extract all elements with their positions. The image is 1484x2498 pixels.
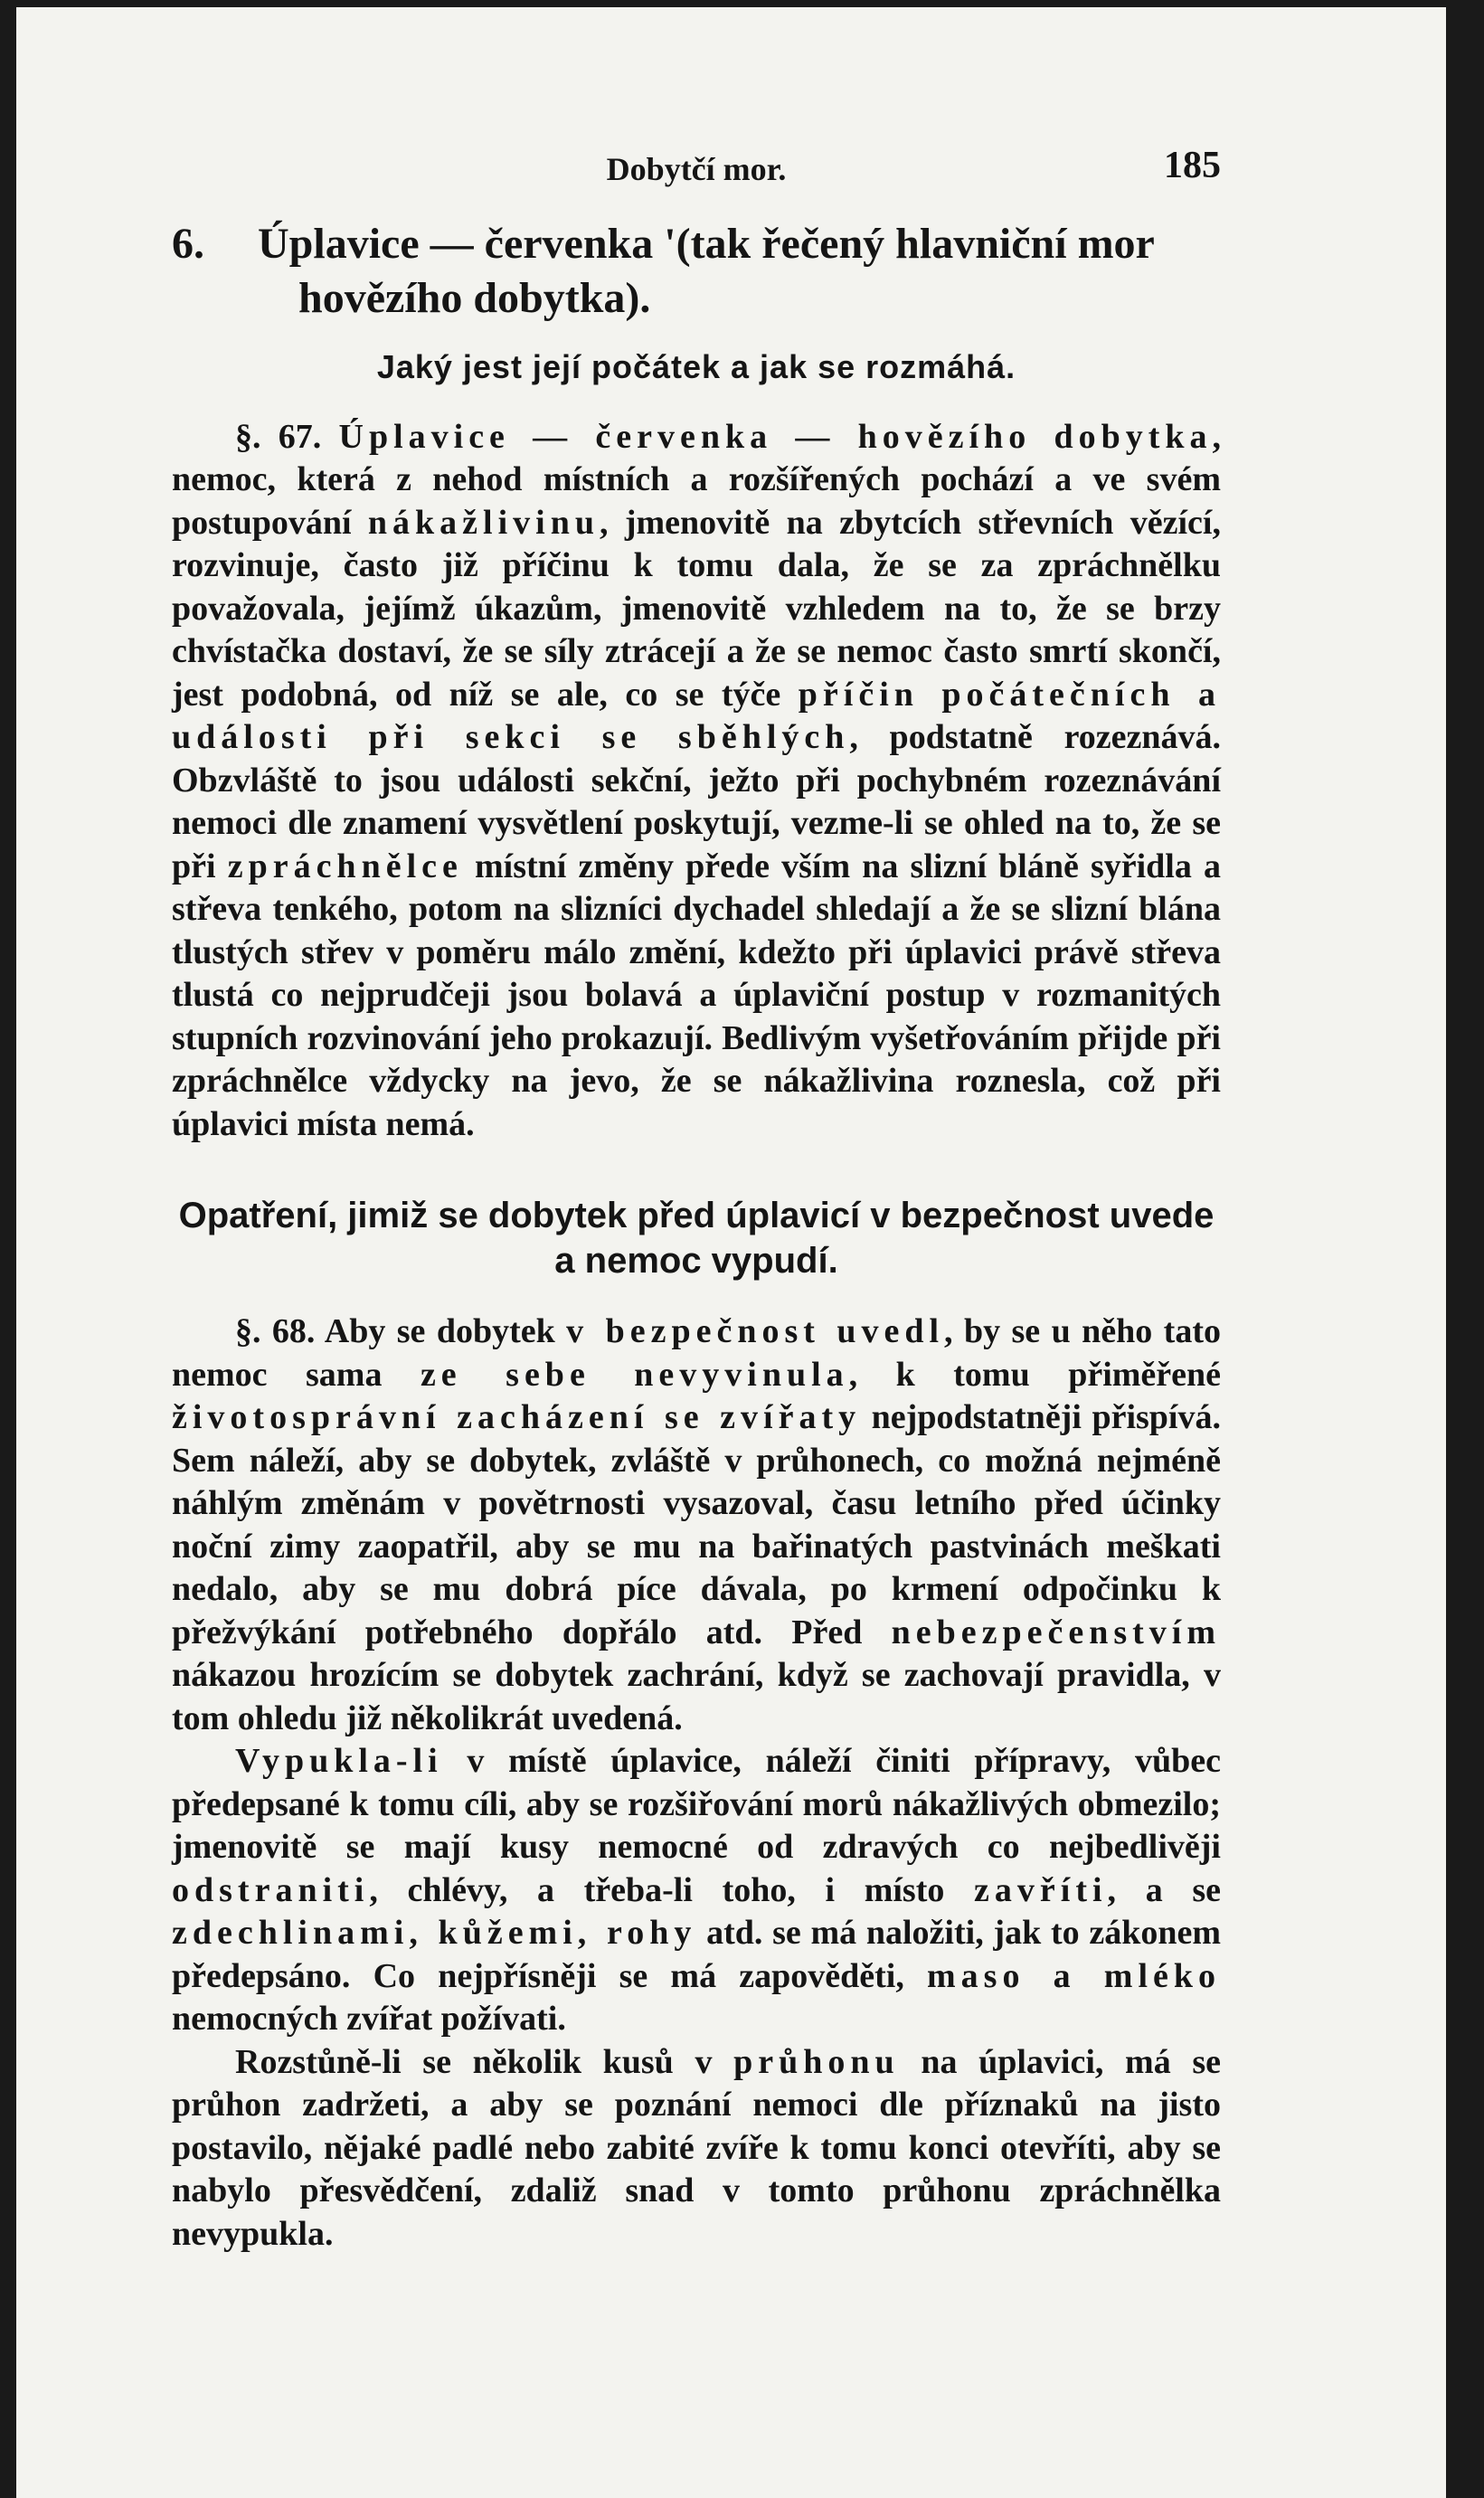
spaced-emphasis: maso a mléko: [927, 1956, 1221, 1995]
text-run: , by se u něho tato nemoc sama: [172, 1312, 1221, 1394]
text-run: místní změny přede vším na slizní bláně syřidla a střeva tenkého, potom na slizníci dychadel shledají a že se slizní blána tlustých střev v poměru málo změní, kdežto při úplavici právě střeva tlustá co nejprudčeji jsou bolavá a úplaviční postup v rozmanitých stupních rozvinování jeho prokazují. Bedlivým vyšetřováním přijde při zpráchnělce vždycky na jevo, že se nákažlivina roznesla, což při úplavici místa nemá.: [172, 847, 1222, 1143]
text-run: , podstatně rozeznává. Obzvláště to jsou události sekční, ježto při pochybném rozeznávání nemoci dle znamení vysvětlení poskytují, vezme-li se ohled na to, že se při: [172, 718, 1221, 885]
text-run: §. 67.: [235, 417, 339, 456]
text-run: atd. se má naložiti, jak to zákonem předepsáno. Co nejpřísněji se má zapověděti,: [172, 1914, 1221, 1995]
chapter-title: [172, 217, 1221, 326]
spaced-emphasis: průhonu: [733, 2042, 900, 2081]
running-head: [172, 145, 1221, 199]
text-run: , chlévy, a třeba-li toho, i místo: [369, 1870, 975, 1909]
spaced-emphasis: v bezpečnost uvedl: [566, 1312, 945, 1350]
text-run: nejpodstatněji přispívá. Sem náleží, aby se dobytek, zvláště v průhonech, co možná nejméně náhlým změnám v povětrnosti vysazoval, času letního před účinky noční zimy zaopatřil, aby se mu na bařinatých pastvinách meškati nedalo, aby se mu dobrá píce dávala, po krmení odpočinku k přežvýkání potřebného dopřálo atd. Před: [172, 1398, 1221, 1651]
spaced-emphasis: ze sebe nevyvinula: [420, 1355, 849, 1394]
text-run: , k tomu přiměřené: [848, 1355, 1221, 1394]
spaced-emphasis: odstraniti: [172, 1870, 370, 1909]
text-run: §. 68. Aby se dobytek: [235, 1312, 567, 1350]
text-run: , a se: [1107, 1870, 1221, 1909]
spaced-emphasis: nebezpečenstvím: [891, 1613, 1221, 1651]
paragraph-pasture: [172, 2041, 1221, 2257]
spaced-emphasis: příčin počátečních a události při sekci se sběhlých: [172, 675, 1221, 756]
spaced-emphasis: Úplavice — červenka — hovězího dobytka: [338, 417, 1213, 456]
paragraph-68: [172, 1311, 1221, 1740]
section-heading: Jaký jest její počátek a jak se rozmáhá.: [376, 348, 1016, 385]
spaced-emphasis: zpráchnělce: [227, 847, 463, 885]
text-run: na úplavici, má se průhon zadržeti, a aby se poznání nemoci dle příznaků na jisto postavilo, nějaké padlé nebo zabité zvíře k tomu konci otevříti, aby se nabylo přesvědčení, zdaliž snad v tomto průhonu zpráchnělka nevypukla.: [172, 2042, 1222, 2253]
section-heading-measures: Opatření, jimiž se dobytek před úplavicí v bezpečnost uvede a nemoc vypudí.: [178, 1196, 1215, 1281]
chapter-title-text: Úplavice — červenka '(tak řečený hlavniční mor hovězího dobytka).: [258, 220, 1154, 322]
text-run: , jmenovitě na zbytcích střevních vězící, rozvinuje, často již příčinu k tomu dala, že se za zpráchnělku považovala, jejímž úkazům, jmenovitě vzhledem na to, že se brzy chvístačka dostaví, že se síly ztrácejí a že se nemoc často smrtí skončí, jest podobná, od níž se ale, co se týče: [172, 503, 1221, 714]
spaced-emphasis: nákažlivinu: [367, 503, 600, 542]
spaced-emphasis: Vypukla-li: [235, 1742, 443, 1780]
text-run: Rozstůně-li se několik kusů v: [235, 2042, 734, 2081]
running-title: Dobytčí mor.: [606, 151, 787, 187]
spaced-emphasis: životosprávní zacházení se zvířaty: [172, 1398, 862, 1436]
spaced-emphasis: zdechlinami, kůžemi, rohy: [172, 1914, 697, 1952]
text-run: , nemoc, která z nehod místních a rozšířených pochází a ve svém postupování: [172, 417, 1221, 542]
paragraph-outbreak: [172, 1740, 1221, 2041]
chapter-number: 6.: [172, 220, 204, 268]
paragraph-67: [172, 416, 1221, 1147]
text-run: nákazou hrozícím se dobytek zachrání, když se zachovají pravidla, v tom ohledu již několikrát uvedená.: [172, 1656, 1221, 1737]
text-run: nemocných zvířat požívati.: [172, 2000, 566, 2038]
page-number: 185: [1164, 145, 1221, 186]
book-page: [172, 145, 1221, 2256]
text-run: v místě úplavice, náleží činiti přípravy, vůbec předepsané k tomu cíli, aby se rozšiřování morů nákažlivých obmezilo; jmenovitě se mají kusy nemocné od zdravých co nejbedlivěji: [172, 1742, 1221, 1866]
spaced-emphasis: zavříti: [974, 1870, 1108, 1909]
